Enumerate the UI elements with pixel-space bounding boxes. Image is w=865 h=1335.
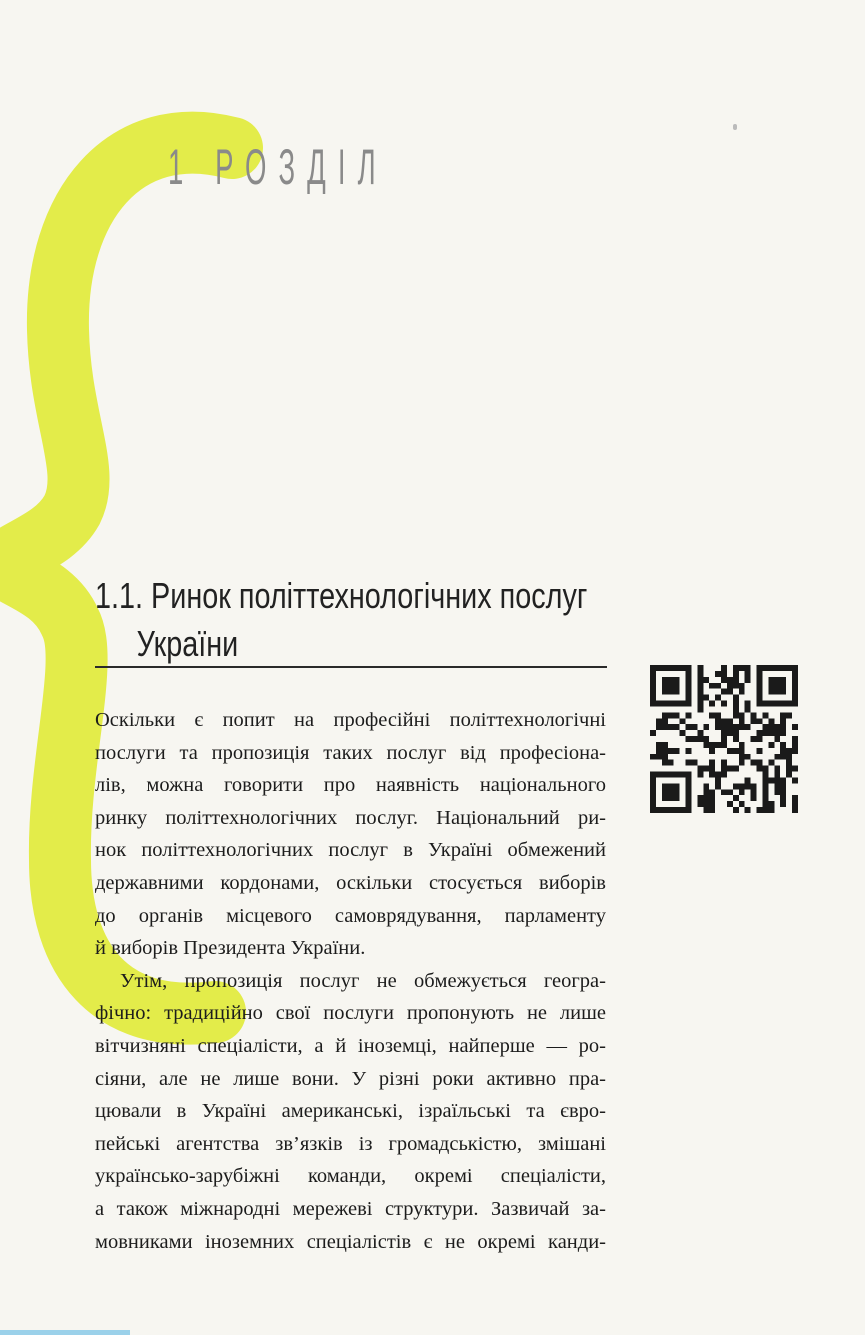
body-line: ринку політтехнологічних послуг. Національний ри- xyxy=(95,806,606,829)
bottom-edge-strip xyxy=(0,1330,130,1335)
body-line: цювали в Україні американські, ізраїльські та євро- xyxy=(95,1100,606,1123)
title-underline xyxy=(95,666,607,668)
body-line: лів, можна говорити про наявність національного xyxy=(95,774,606,797)
body-line: мовниками іноземних спеціалістів є не окремі канди- xyxy=(95,1230,606,1253)
chapter-heading: 1 РОЗДІЛ xyxy=(168,139,388,195)
body-text xyxy=(95,704,606,1258)
body-line: до органів місцевого самоврядування, парламенту xyxy=(95,904,606,927)
paper-speck xyxy=(733,124,737,130)
body-line: Утім, пропозиція послуг не обмежується геогра- xyxy=(120,969,606,992)
body-line: й виборів Президента України. xyxy=(95,937,366,960)
body-line: Оскільки є попит на професійні політтехнологічні xyxy=(95,709,606,731)
body-line: вітчизняні спеціалісти, а й іноземці, найперше — ро- xyxy=(95,1034,606,1057)
body-line: сіяни, але не лише вони. У різні роки активно пра- xyxy=(95,1067,606,1090)
body-line: послуги та пропозиція таких послуг від професіона- xyxy=(95,741,606,764)
body-line: фічно: традиційно свої послуги пропонують не лише xyxy=(95,1002,606,1025)
body-line: пейські агентства зв’язків із громадськістю, змішані xyxy=(95,1132,606,1155)
body-line: українсько-зарубіжні команди, окремі спеціалісти, xyxy=(95,1165,606,1188)
section-title-line-2: України xyxy=(136,623,239,664)
body-line: нок політтехнологічних послуг в Україні обмежений xyxy=(95,839,606,862)
section-title-line-1: 1.1. Ринок політтехнологічних послуг xyxy=(95,575,588,616)
body-line: а також міжнародні мережеві структури. Зазвичай за- xyxy=(95,1197,606,1220)
qr-code[interactable] xyxy=(650,665,798,813)
section-title xyxy=(95,572,615,668)
body-line: державними кордонами, оскільки стосується виборів xyxy=(95,871,606,894)
